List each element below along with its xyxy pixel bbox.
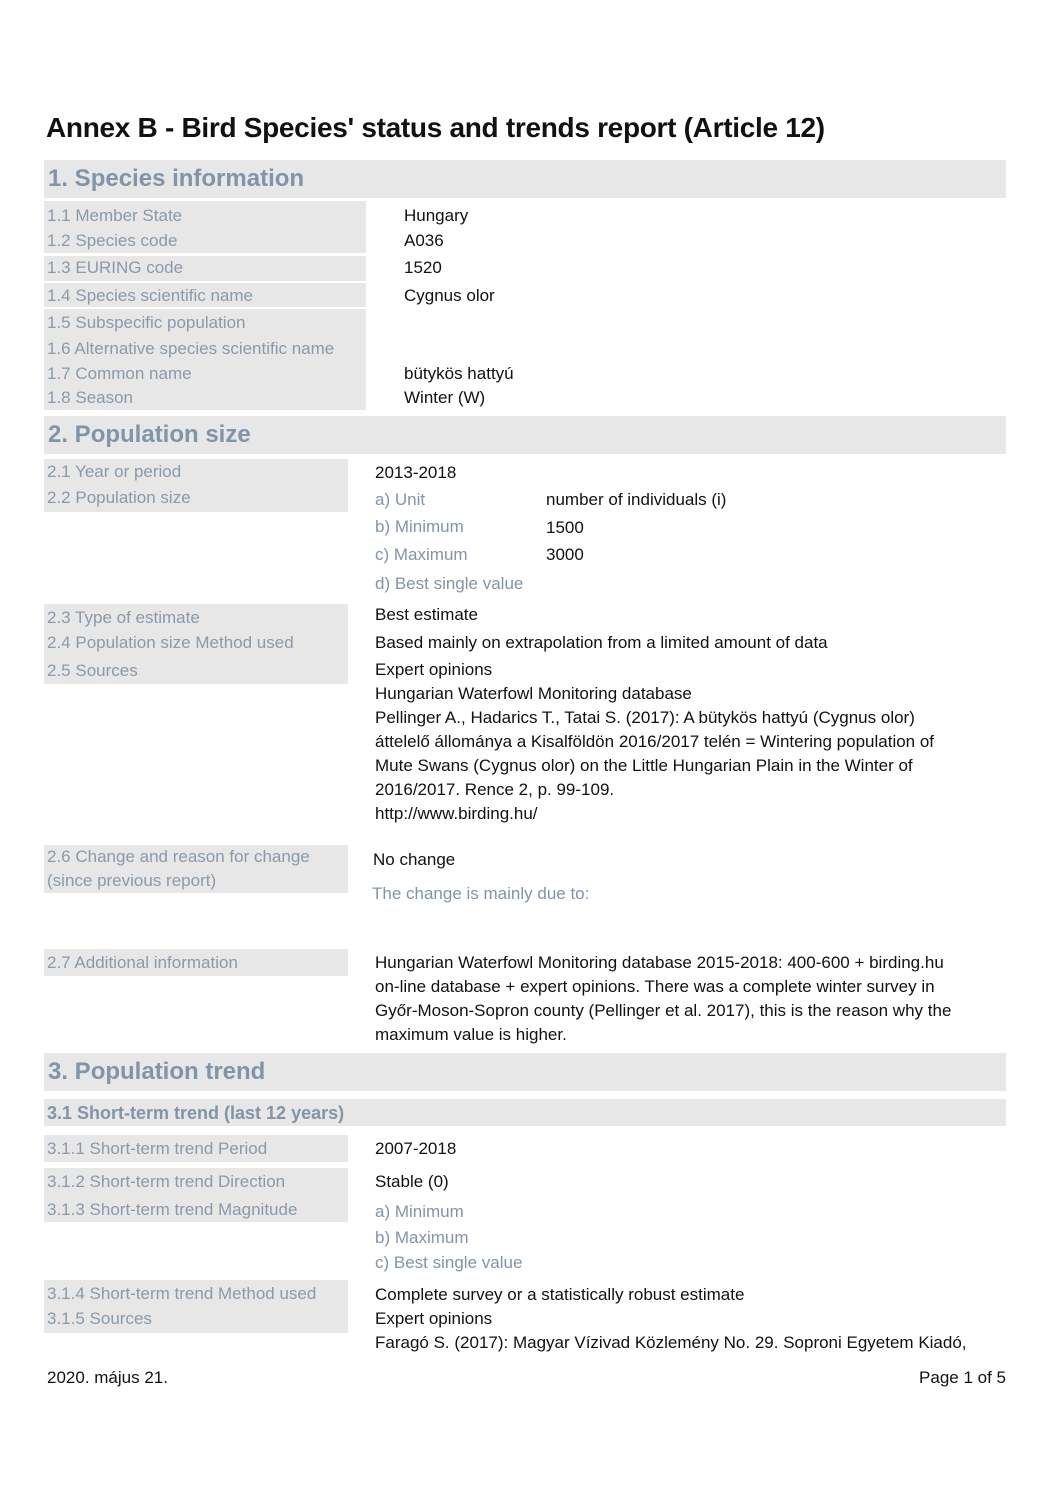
value-species-code: A036 — [404, 231, 444, 250]
value-unit: number of individuals (i) — [546, 490, 727, 509]
source-line: Pellinger A., Hadarics T., Tatai S. (2017): A bütykös hattyú (Cygnus olor) — [375, 708, 915, 727]
label-sources: 2.5 Sources — [47, 661, 138, 680]
additional-line: Győr-Moson-Sopron county (Pellinger et al. 2017), this is the reason why the — [375, 1001, 952, 1020]
value-year-period: 2013-2018 — [375, 463, 457, 482]
sources-block — [375, 658, 1000, 826]
sublabel-best-single-value: d) Best single value — [375, 574, 524, 593]
source-line: Expert opinions — [375, 660, 493, 679]
value-trend-source-2: Faragó S. (2017): Magyar Vízivad Közlemény No. 29. Soproni Egyetem Kiadó, — [375, 1333, 967, 1352]
label-subspecific-population: 1.5 Subspecific population — [47, 313, 246, 332]
value-trend-method: Complete survey or a statistically robust estimate — [375, 1285, 745, 1304]
footer-page-number: Page 1 of 5 — [919, 1368, 1006, 1387]
source-link[interactable]: http://www.birding.hu/ — [375, 804, 538, 823]
document-title: Annex B - Bird Species' status and trends report (Article 12) — [46, 112, 825, 143]
value-method-used: Based mainly on extrapolation from a limited amount of data — [375, 633, 828, 652]
sublabel-minimum: b) Minimum — [375, 517, 464, 536]
label-type-of-estimate: 2.3 Type of estimate — [47, 608, 200, 627]
value-change: No change — [373, 850, 456, 869]
value-type-of-estimate: Best estimate — [375, 605, 478, 624]
source-line: áttelelő állománya a Kisalföldön 2016/2017 telén = Wintering population of — [375, 732, 935, 751]
label-alternative-name: 1.6 Alternative species scientific name — [47, 339, 335, 358]
sublabel-trend-best: c) Best single value — [375, 1253, 523, 1272]
source-line: 2016/2017. Rence 2, p. 99-109. — [375, 780, 615, 799]
label-year-period: 2.1 Year or period — [47, 462, 182, 481]
section-2-heading: 2. Population size — [48, 421, 251, 448]
value-scientific-name: Cygnus olor — [404, 286, 495, 305]
label-trend-period: 3.1.1 Short-term trend Period — [47, 1139, 268, 1158]
value-member-state: Hungary — [404, 206, 469, 225]
label-trend-direction: 3.1.2 Short-term trend Direction — [47, 1172, 286, 1191]
label-species-code: 1.2 Species code — [47, 231, 178, 250]
label-additional-information: 2.7 Additional information — [47, 953, 238, 972]
footer-date: 2020. május 21. — [47, 1368, 168, 1387]
label-euring-code: 1.3 EURING code — [47, 258, 184, 277]
source-line: Mute Swans (Cygnus olor) on the Little Hungarian Plain in the Winter of — [375, 756, 913, 775]
additional-line: maximum value is higher. — [375, 1025, 567, 1044]
label-trend-method: 3.1.4 Short-term trend Method used — [47, 1284, 317, 1303]
source-line: Hungarian Waterfowl Monitoring database — [375, 684, 692, 703]
label-change-reason-1: 2.6 Change and reason for change — [47, 847, 310, 866]
value-common-name: bütykös hattyú — [404, 364, 514, 383]
sublabel-trend-maximum: b) Maximum — [375, 1228, 469, 1247]
label-change-reason-2: (since previous report) — [47, 871, 217, 890]
additional-information-block — [375, 951, 1000, 1047]
value-maximum: 3000 — [546, 545, 584, 564]
sublabel-maximum: c) Maximum — [375, 545, 468, 564]
value-change-reason: The change is mainly due to: — [372, 884, 590, 903]
sublabel-unit: a) Unit — [375, 490, 426, 509]
label-scientific-name: 1.4 Species scientific name — [47, 286, 253, 305]
section-3-1-heading: 3.1 Short-term trend (last 12 years) — [47, 1103, 345, 1123]
section-1-heading: 1. Species information — [48, 165, 305, 192]
label-method-used: 2.4 Population size Method used — [47, 633, 294, 652]
value-trend-direction: Stable (0) — [375, 1172, 449, 1191]
label-common-name: 1.7 Common name — [47, 364, 192, 383]
value-trend-period: 2007-2018 — [375, 1139, 457, 1158]
value-season: Winter (W) — [404, 388, 486, 407]
sublabel-trend-minimum: a) Minimum — [375, 1202, 464, 1221]
label-trend-sources: 3.1.5 Sources — [47, 1309, 152, 1328]
label-trend-magnitude: 3.1.3 Short-term trend Magnitude — [47, 1200, 298, 1219]
additional-line: on-line database + expert opinions. There was a complete winter survey in — [375, 977, 935, 996]
value-trend-source-1: Expert opinions — [375, 1309, 493, 1328]
label-member-state: 1.1 Member State — [47, 206, 183, 225]
label-season: 1.8 Season — [47, 388, 134, 407]
value-euring-code: 1520 — [404, 258, 442, 277]
section-3-heading: 3. Population trend — [48, 1058, 266, 1085]
value-minimum: 1500 — [546, 518, 584, 537]
additional-line: Hungarian Waterfowl Monitoring database 2015-2018: 400-600 + birding.hu — [375, 953, 944, 972]
label-population-size: 2.2 Population size — [47, 488, 191, 507]
